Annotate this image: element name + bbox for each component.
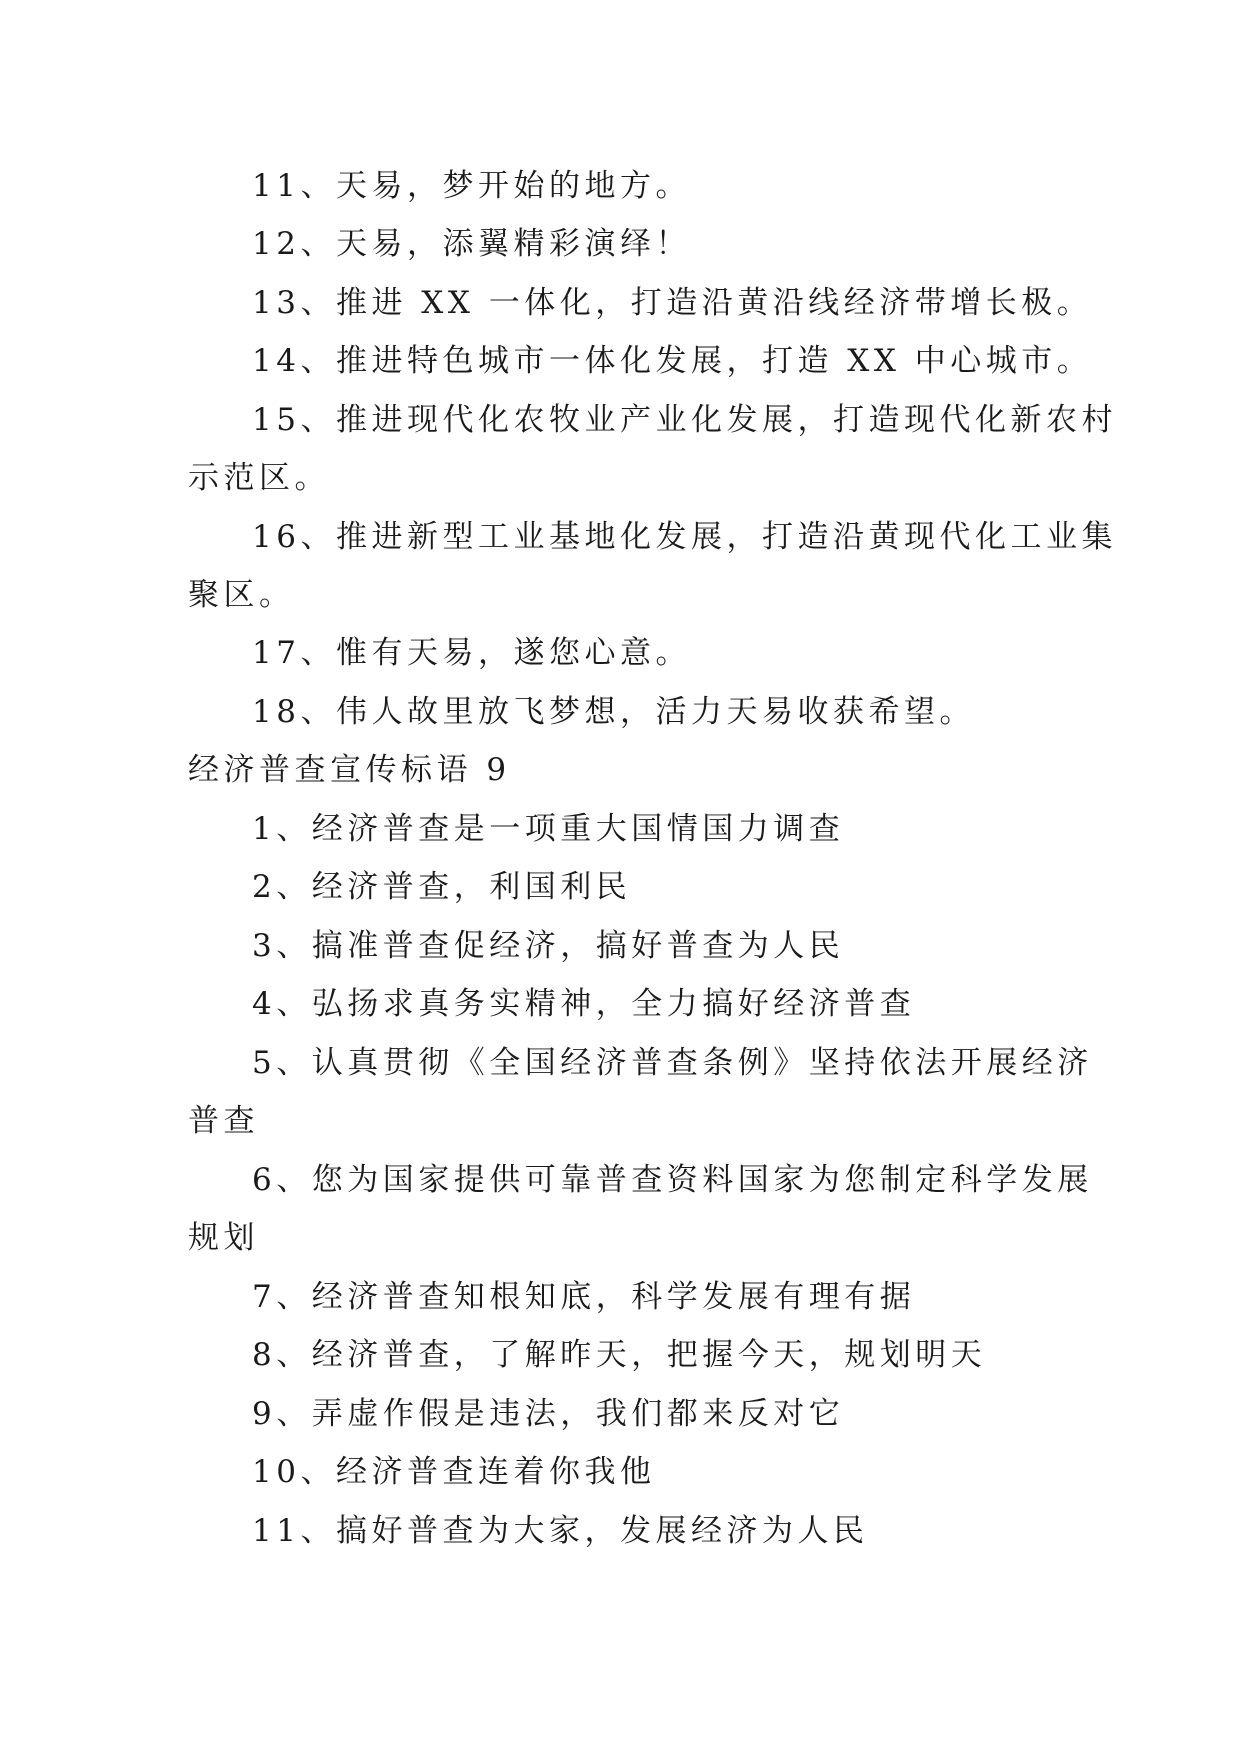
- slogan-line-continuation: 规划: [188, 1220, 259, 1256]
- slogan-line: 9、弄虚作假是违法，我们都来反对它: [252, 1396, 845, 1432]
- slogan-line: 15、推进现代化农牧业产业化发展，打造现代化新农村: [252, 402, 1117, 438]
- slogan-line-continuation: 示范区。: [188, 460, 330, 496]
- slogan-line: 14、推进特色城市一体化发展，打造 XX 中心城市。: [252, 343, 1093, 379]
- slogan-line: 4、弘扬求真务实精神，全力搞好经济普查: [252, 986, 916, 1022]
- slogan-line: 18、伟人故里放飞梦想，活力天易收获希望。: [252, 694, 975, 730]
- slogan-line: 12、天易，添翼精彩演绎！: [252, 226, 691, 262]
- slogan-line-continuation: 聚区。: [188, 577, 295, 613]
- slogan-line: 10、经济普查连着你我他: [252, 1454, 656, 1490]
- slogan-line: 2、经济普查，利国利民: [252, 869, 632, 905]
- slogan-line-continuation: 普查: [188, 1103, 259, 1139]
- section-heading: 经济普查宣传标语 9: [188, 752, 511, 788]
- slogan-line: 6、您为国家提供可靠普查资料国家为您制定科学发展: [252, 1162, 1093, 1198]
- slogan-line: 8、经济普查，了解昨天，把握今天，规划明天: [252, 1337, 987, 1373]
- slogan-line: 5、认真贯彻《全国经济普查条例》坚持依法开展经济: [252, 1045, 1093, 1081]
- slogan-line: 17、惟有天易，遂您心意。: [252, 635, 691, 671]
- slogan-line: 11、天易，梦开始的地方。: [252, 168, 691, 204]
- slogan-line: 11、搞好普查为大家，发展经济为人民: [252, 1513, 869, 1549]
- slogan-line: 13、推进 XX 一体化，打造沿黄沿线经济带增长极。: [252, 285, 1093, 321]
- slogan-line: 1、经济普查是一项重大国情国力调查: [252, 811, 845, 847]
- slogan-line: 3、搞准普查促经济，搞好普查为人民: [252, 928, 845, 964]
- slogan-line: 7、经济普查知根知底，科学发展有理有据: [252, 1279, 916, 1315]
- slogan-line: 16、推进新型工业基地化发展，打造沿黄现代化工业集: [252, 519, 1117, 555]
